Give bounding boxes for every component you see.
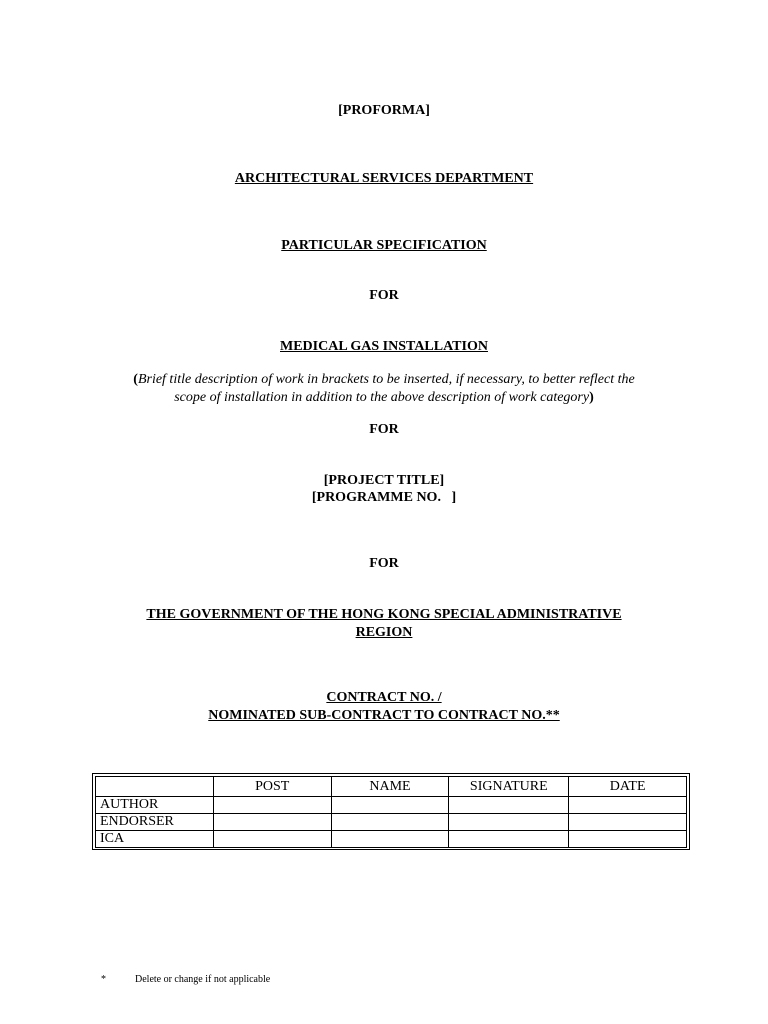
- project-title: [PROJECT TITLE]: [323, 473, 445, 488]
- author-signature-cell[interactable]: [449, 797, 569, 814]
- brief-title-note-line-1: [0, 371, 768, 389]
- header-cell-name: NAME: [331, 777, 449, 797]
- endorser-date-cell[interactable]: [569, 814, 687, 831]
- footnote-text: Delete or change if not applicable: [135, 974, 271, 985]
- contract-line-1: CONTRACT NO. /: [326, 690, 442, 705]
- author-post-cell[interactable]: [213, 797, 331, 814]
- endorser-signature-cell[interactable]: [449, 814, 569, 831]
- row-label-author: AUTHOR: [96, 797, 214, 814]
- author-name-cell[interactable]: [331, 797, 449, 814]
- header-cell-blank: [96, 777, 214, 797]
- ica-date-cell[interactable]: [569, 831, 687, 848]
- signature-table-frame: [92, 773, 690, 850]
- note-close-paren: ): [589, 390, 594, 405]
- department-heading: ARCHITECTURAL SERVICES DEPARTMENT: [234, 171, 534, 186]
- ica-name-cell[interactable]: [331, 831, 449, 848]
- government-line-1: THE GOVERNMENT OF THE HONG KONG SPECIAL ADMINISTRATIVE: [146, 607, 622, 622]
- brief-title-note: [0, 371, 768, 407]
- for-label-2: FOR: [369, 422, 399, 437]
- for-label-1: FOR: [369, 288, 399, 303]
- ica-post-cell[interactable]: [213, 831, 331, 848]
- note-line-2: scope of installation in addition to the above description of work category: [174, 390, 590, 405]
- author-date-cell[interactable]: [569, 797, 687, 814]
- endorser-post-cell[interactable]: [213, 814, 331, 831]
- contract-line-2: NOMINATED SUB-CONTRACT TO CONTRACT NO.**: [208, 708, 560, 723]
- note-open-paren: (: [133, 372, 138, 387]
- table-row-endorser: [96, 814, 687, 831]
- note-line-1: Brief title description of work in brackets to be inserted, if necessary, to better reflect the: [137, 372, 635, 387]
- ica-signature-cell[interactable]: [449, 831, 569, 848]
- for-label-3: FOR: [369, 556, 399, 571]
- header-cell-date: DATE: [569, 777, 687, 797]
- endorser-name-cell[interactable]: [331, 814, 449, 831]
- spec-title: PARTICULAR SPECIFICATION: [281, 238, 487, 253]
- signature-table: [95, 776, 687, 848]
- signature-table-header: [96, 777, 687, 797]
- table-row-author: [96, 797, 687, 814]
- proforma-label: [PROFORMA]: [338, 103, 430, 118]
- header-cell-signature: SIGNATURE: [449, 777, 569, 797]
- row-label-ica: ICA: [96, 831, 214, 848]
- brief-title-note-line-2: [0, 389, 768, 407]
- table-row-ica: [96, 831, 687, 848]
- row-label-endorser: ENDORSER: [96, 814, 214, 831]
- programme-no: [PROGRAMME NO. ]: [311, 490, 457, 505]
- footnote-mark: *: [101, 974, 106, 985]
- installation-title: MEDICAL GAS INSTALLATION: [280, 339, 488, 354]
- header-cell-post: POST: [213, 777, 331, 797]
- government-line-2: REGION: [355, 625, 413, 640]
